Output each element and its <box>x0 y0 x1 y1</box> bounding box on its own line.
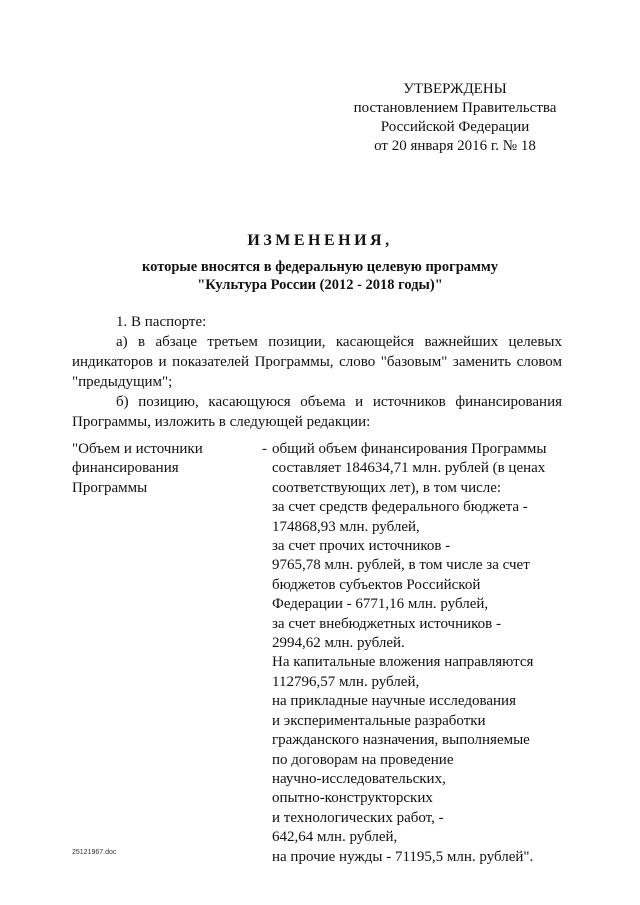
value-line: за счет внебюджетных источников - <box>272 615 502 632</box>
approved-line: Российской Федерации <box>380 119 530 135</box>
value-line: 2994,62 млн. рублей. <box>272 635 405 652</box>
approved-line: постановлением Правительства <box>353 100 557 116</box>
dash-separator: - <box>262 441 267 457</box>
title-program-name: "Культура России (2012 - 2018 годы)" <box>197 277 443 293</box>
value-line: научно-исследовательских, <box>272 770 446 787</box>
value-line: на прочие нужды - 71195,5 млн. рублей". <box>272 848 534 865</box>
approval-stamp <box>330 80 580 156</box>
body-text <box>72 312 562 432</box>
value-line: На капитальные вложения направляются <box>272 654 534 671</box>
position-line: Программы <box>72 479 148 496</box>
position-name <box>72 440 242 498</box>
value-line: и экспериментальные разработки <box>272 712 486 729</box>
value-line: за счет прочих источников - <box>272 538 451 555</box>
title-subtitle: которые вносятся в федеральную целевую программу <box>141 259 499 275</box>
title-main: ИЗМЕНЕНИЯ, <box>247 232 393 249</box>
position-line: "Объем и источники <box>72 441 203 457</box>
value-line: Федерации - 6771,16 млн. рублей, <box>272 596 489 613</box>
item-a: а) в абзаце третьем позиции, касающейся важнейших целевых индикаторов и показателей Программы, слово "базовым" заменить словом "предыдущим"; <box>72 334 562 390</box>
position-value <box>272 440 572 867</box>
value-line: по договорам на проведение <box>272 751 454 768</box>
approved-line: от 20 января 2016 г. № 18 <box>374 138 536 154</box>
value-line: на прикладные научные исследования <box>272 693 516 710</box>
position-line: финансирования <box>72 460 179 477</box>
approved-heading: УТВЕРЖДЕНЫ <box>403 81 507 97</box>
value-line: 642,64 млн. рублей, <box>272 829 398 846</box>
document-title <box>0 232 640 294</box>
value-line: составляет 184634,71 млн. рублей (в ценах <box>272 460 546 477</box>
value-line: опытно-конструкторских <box>272 790 433 807</box>
value-line: 112796,57 млн. рублей, <box>272 673 420 690</box>
value-line: и технологических работ, - <box>272 809 444 826</box>
value-line: бюджетов субъектов Российской <box>272 576 481 593</box>
value-line: 9765,78 млн. рублей, в том числе за счет <box>272 557 530 574</box>
value-line: общий объем финансирования Программы <box>272 441 547 457</box>
value-line: соответствующих лет), в том числе: <box>272 479 502 496</box>
file-name-footer: 25121967.doc <box>72 849 117 856</box>
item-1: 1. В паспорте: <box>116 314 207 330</box>
value-line: гражданского назначения, выполняемые <box>272 732 530 749</box>
value-line: за счет средств федерального бюджета - <box>272 499 528 516</box>
value-line: 174868,93 млн. рублей, <box>272 518 420 535</box>
item-b: б) позицию, касающуюся объема и источников финансирования Программы, изложить в следующей редакции: <box>72 394 562 430</box>
